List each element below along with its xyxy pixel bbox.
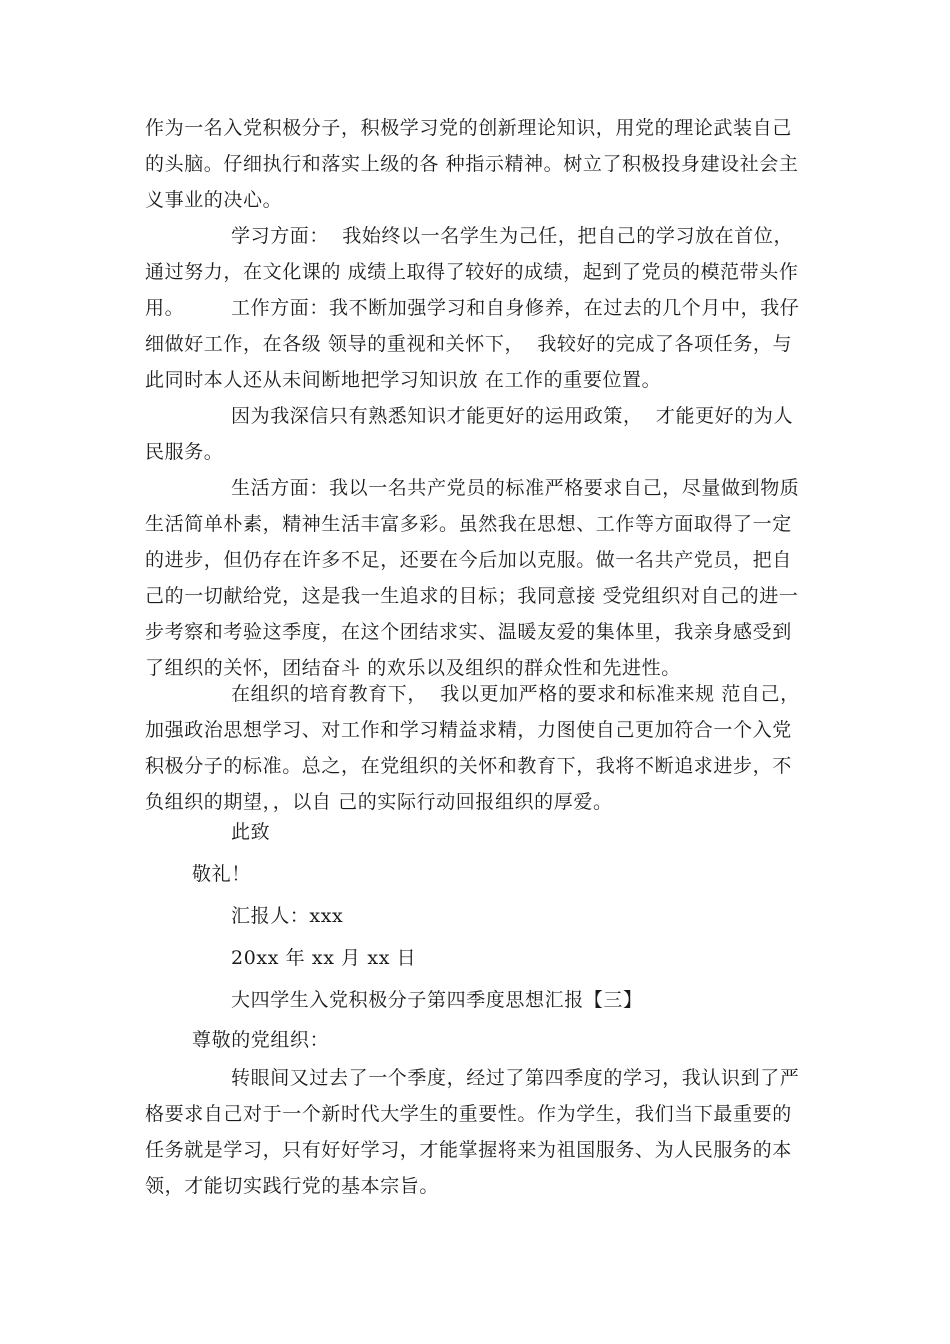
reporter-line: 汇报人：xxx	[231, 905, 344, 927]
paragraph-intro: 作为一名入党积极分子，积极学习党的创新理论知识，用党的理论武装自己的头脑。仔细执行和落实上级的各 种指示精神。树立了积极投身建设社会主义事业的决心。	[145, 117, 799, 211]
closing-salute: 敬礼！	[192, 863, 251, 885]
paragraph-study: 学习方面： 我始终以一名学生为己任，把自己的学习放在首位，通过努力，在文化课的 成绩上取得了较好的成绩，起到了党员的模范带头作用。	[145, 225, 799, 319]
closing-regards: 此致	[231, 821, 271, 843]
paragraph-belief: 因为我深信只有熟悉知识才能更好的运用政策， 才能更好的为人民服务。	[145, 405, 794, 463]
paragraph-life: 生活方面：我以一名共产党员的标准严格要求自己，尽量做到物质生活简单朴素，精神生活丰富多彩。虽然我在思想、工作等方面取得了一定的进步，但仍存在许多不足，还要在今后加以克服。做一名共产党员，把自己的一切献给党，这是我一生追求的目标；我同意接 受党组织对自己的进一步考察和考验这季度，在这个团结求实、温暖友爱的集体里，我亲身感受到了组织的关怀，团结奋斗 的欢乐以及组织的群众性和先进性。	[145, 477, 800, 679]
paragraph-work: 工作方面：我不断加强学习和自身修养，在过去的几个月中，我仔细做好工作，在各级 领导的重视和关怀下， 我较好的完成了各项任务，与此同时本人还从未间断地把学习知识放 在工作的重要位置。	[145, 297, 800, 391]
paragraph-quarter: 转眼间又过去了一个季度，经过了第四季度的学习，我认识到了严格要求自己对于一个新时代大学生的重要性。作为学生，我们当下最重要的任务就是学习，只有好好学习，才能掌握将来为祖国服务、为人民服务的本领，才能切实践行党的基本宗旨。	[145, 1067, 800, 1197]
paragraph-education: 在组织的培育教育下， 我以更加严格的要求和标准来规 范自己，加强政治思想学习、对工作和学习精益求精，力图使自己更加符合一个入党积极分子的标准。总之，在党组织的关怀和教育下，我将不断追求进步，不负组织的期望，，以自 己的实际行动回报组织的厚爱。	[145, 683, 800, 813]
salutation: 尊敬的党组织：	[192, 1029, 330, 1051]
section-title: 大四学生入党积极分子第四季度思想汇报【三】	[231, 989, 643, 1011]
date-line: 20xx 年 xx 月 xx 日	[231, 947, 417, 969]
